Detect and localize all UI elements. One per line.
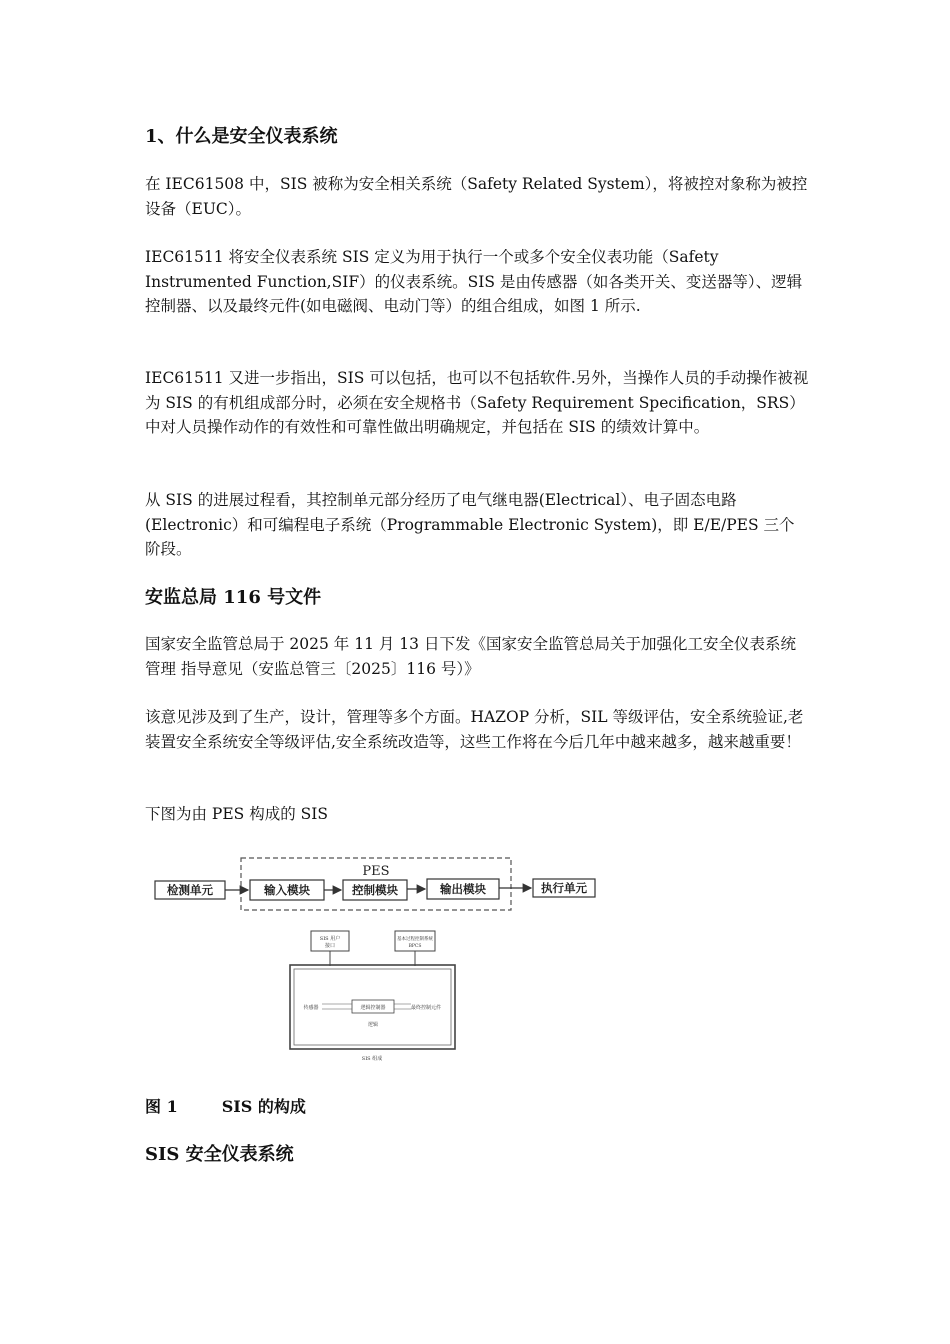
paragraph-iec61511-definition: IEC61511 将安全仪表系统 SIS 定义为用于执行一个或多个安全仪表功能（Safety Instrumented Function,SIF）的仪表系统。SIS 是由传感器（如各类开关、变送器等）、逻辑控制器、以及最终元件(如电磁阀、电动门等）的组合组成，如图 1 所示. — [145, 248, 803, 315]
logic-solver-label: 逻辑控制器 — [360, 1005, 386, 1011]
section-heading-sis-system: SIS 安全仪表系统 — [145, 1144, 294, 1165]
section-heading-116-document: 安监总局 116 号文件 — [145, 587, 322, 608]
final-element-label: 最终控制元件 — [410, 1005, 442, 1011]
detect-unit-label: 检测单元 — [167, 883, 213, 897]
sensor-label: 传感器 — [303, 1005, 319, 1011]
paragraph-116-issuance: 国家安全监管总局于 2025 年 11 月 13 日下发《国家安全监管总局关于加强化工安全仪表系统管理 指导意见（安监总管三〔2025〕116 号）》 — [145, 635, 796, 678]
paragraph-iec61511-software: IEC61511 又进一步指出，SIS 可以包括，也可以不包括软件.另外，当操作人员的手动操作被视为 SIS 的有机组成部分时，必须在安全规格书（Safety Requirement Specification，SRS）中对人员操作动作的有效性和可靠性做出明确规定，并包括在 SIS 的绩效计算中。 — [145, 369, 809, 436]
input-module-label: 输入模块 — [264, 883, 310, 897]
paragraph-116-scope: 该意见涉及到了生产，设计，管理等多个方面。HAZOP 分析，SIL 等级评估，安全系统验证,老装置安全系统安全等级评估,安全系统改造等，这些工作将在今后几年中越来越多，越来越重要！ — [145, 708, 804, 751]
output-module-label: 输出模块 — [440, 882, 486, 896]
sis-bottom-label: SIS 组成 — [361, 1056, 383, 1062]
control-module-label: 控制模块 — [352, 883, 398, 897]
sis-composition-figure — [145, 848, 615, 1068]
logic-label: 逻辑 — [367, 1022, 379, 1028]
figure-caption-text: SIS 的构成 — [221, 1097, 306, 1116]
sis-user-interface-line2: 接口 — [324, 943, 336, 949]
pes-label: PES — [362, 864, 390, 879]
paragraph-figure-intro: 下图为由 PES 构成的 SIS — [145, 805, 329, 823]
figure-caption-number: 图 1 — [145, 1097, 178, 1116]
paragraph-sis-evolution: 从 SIS 的进展过程看，其控制单元部分经历了电气继电器(Electrical）、电子固态电路(Electronic）和可编程电子系统（Programmable Electronic System)，即 E/E/PES 三个阶段。 — [145, 491, 795, 558]
bpcs-line1: 基本过程控制系统 — [397, 937, 433, 942]
sis-user-interface-line1: SIS 用户 — [319, 936, 341, 942]
bpcs-line2: BPCS — [408, 944, 422, 949]
execute-unit-label: 执行单元 — [541, 881, 587, 895]
paragraph-iec61508: 在 IEC61508 中，SIS 被称为安全相关系统（Safety Related System），将被控对象称为被控设备（EUC）。 — [145, 175, 808, 218]
figure-caption — [145, 1094, 306, 1120]
section-heading-what-is-sis: 1、什么是安全仪表系统 — [145, 126, 338, 147]
